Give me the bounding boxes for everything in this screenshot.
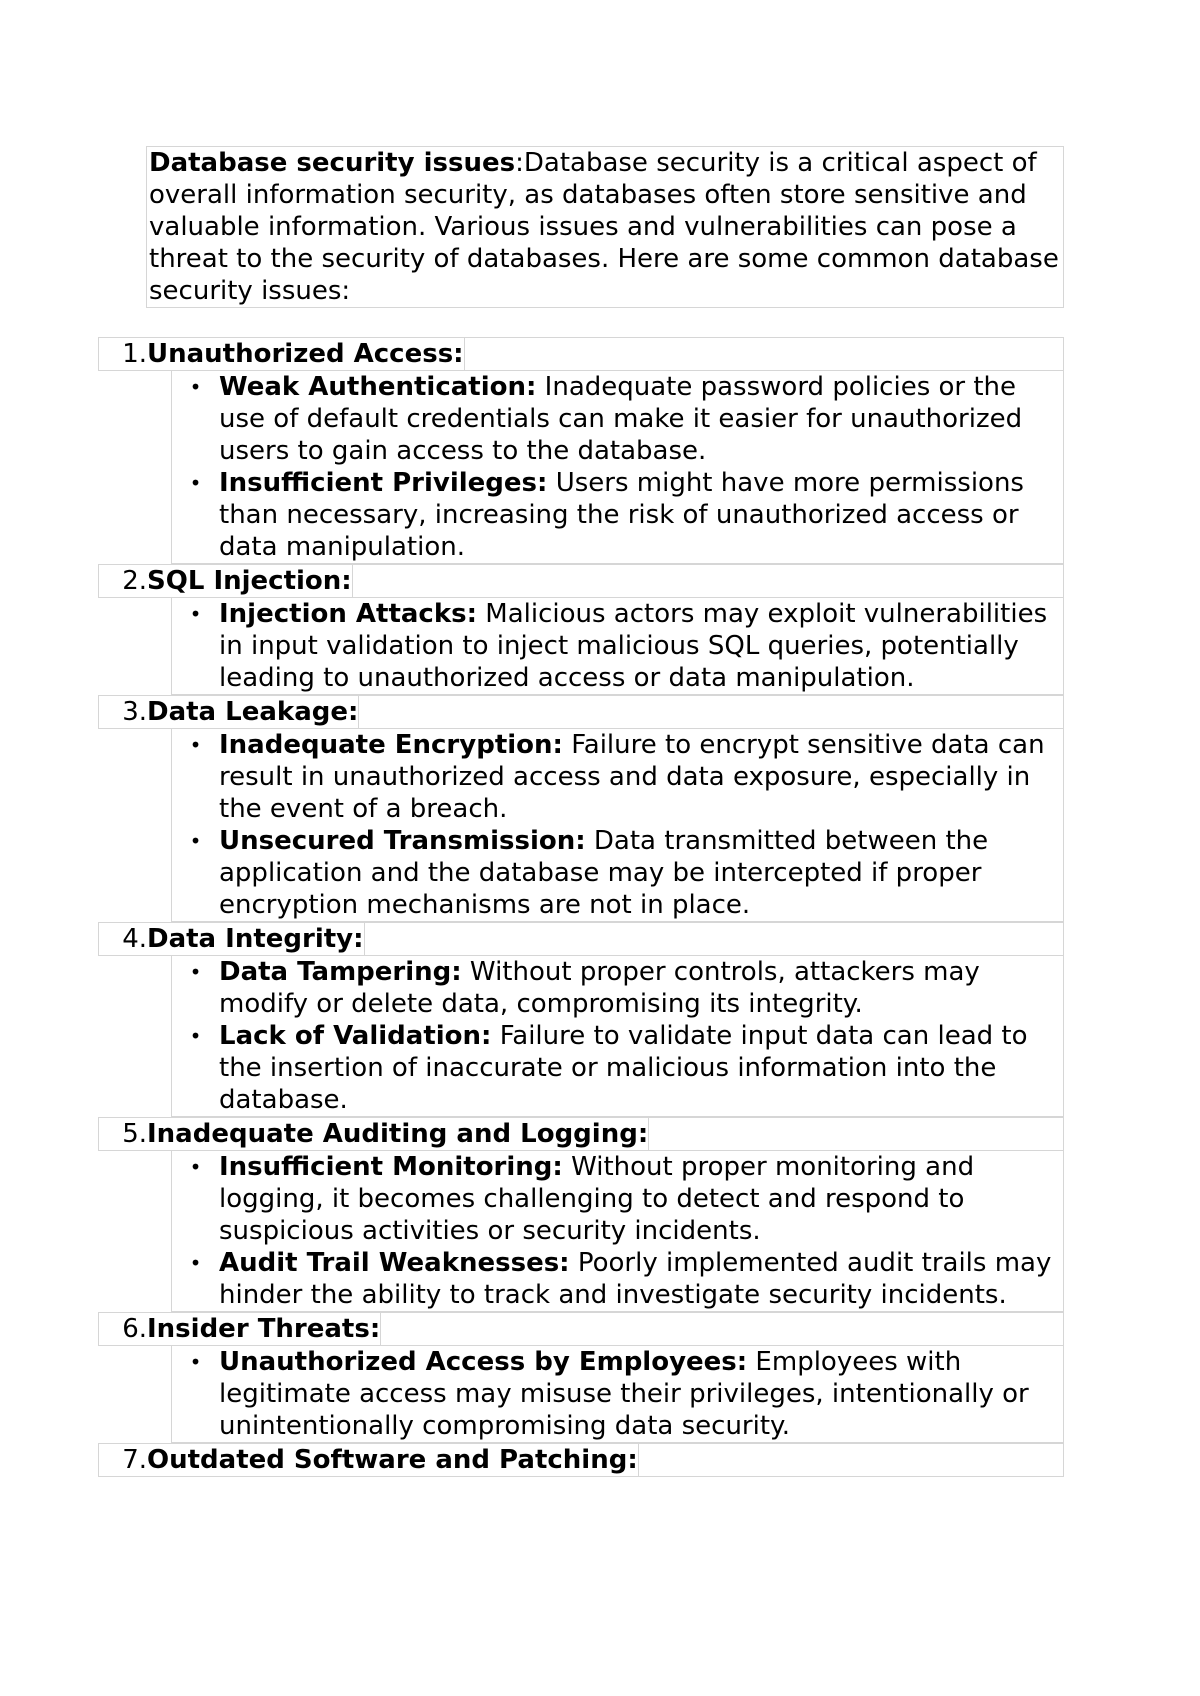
list-item-heading [98,1117,1064,1151]
bullet-text: Poorly implemented audit trails may hinder the ability to track and investigate security incidents. [219,1248,1052,1310]
list-item-heading [98,564,1064,598]
item-number: 2. [122,566,147,596]
sub-bullet-list [171,598,1064,695]
sub-bullet-list [171,1151,1064,1312]
bullet-item [172,598,1063,694]
bullet-term: Audit Trail Weaknesses: [219,1248,570,1278]
security-issues-list [98,337,1064,1477]
item-number: 5. [122,1119,147,1149]
bullet-icon: • [189,471,202,495]
bullet-item [172,1247,1063,1311]
bullet-item [172,371,1063,467]
bullet-term: Insufficient Privileges: [219,468,548,498]
bullet-item [172,1151,1063,1247]
bullet-item [172,467,1063,563]
list-item-heading [98,1312,1064,1346]
intro-paragraph [146,146,1064,308]
bullet-term: Inadequate Encryption: [219,730,563,760]
bullet-icon: • [189,1024,202,1048]
list-item-heading [98,695,1064,729]
list-item [98,1312,1064,1443]
item-heading: Insider Threats: [147,1314,381,1344]
bullet-term: Insufficient Monitoring: [219,1152,563,1182]
bullet-text: Without proper monitoring and logging, it becomes challenging to detect and respond to suspicious activities or security incidents. [219,1152,975,1246]
bullet-item [172,825,1063,921]
bullet-term: Lack of Validation: [219,1021,492,1051]
bullet-icon: • [189,1350,202,1374]
bullet-item [172,1346,1063,1442]
item-heading: Outdated Software and Patching: [147,1445,638,1475]
bullet-term: Unsecured Transmission: [219,826,586,856]
item-number: 3. [122,697,147,727]
item-number: 4. [122,924,147,954]
bullet-item [172,956,1063,1020]
list-item [98,564,1064,695]
bullet-term: Injection Attacks: [219,599,478,629]
intro-title: Database security issues [149,148,516,178]
sub-bullet-list [171,1346,1064,1443]
list-item-heading [98,337,1064,371]
bullet-term: Weak Authentication: [219,372,537,402]
item-number: 6. [122,1314,147,1344]
bullet-item [172,729,1063,825]
sub-bullet-list [171,729,1064,922]
item-heading: SQL Injection: [147,566,352,596]
intro-text: :Database security is a critical aspect of overall information security, as databases often store sensitive and valuable information. Various issues and vulnerabilities can pose a threat to the security of databases. Here are some common database security issues: [149,148,1059,306]
bullet-icon: • [189,733,202,757]
bullet-text: Without proper controls, attackers may modify or delete data, compromising its integrity. [219,957,980,1019]
item-number: 1. [122,339,147,369]
list-item [98,337,1064,564]
bullet-item [172,1020,1063,1116]
bullet-text: Malicious actors may exploit vulnerabilities in input validation to inject malicious SQL queries, potentially leading to unauthorized access or data manipulation. [219,599,1048,693]
list-item-heading [98,922,1064,956]
list-item [98,1443,1064,1477]
bullet-icon: • [189,1251,202,1275]
bullet-term: Unauthorized Access by Employees: [219,1347,748,1377]
bullet-icon: • [189,960,202,984]
item-heading: Unauthorized Access: [147,339,464,369]
bullet-text: Employees with legitimate access may misuse their privileges, intentionally or unintentionally compromising data security. [219,1347,1029,1441]
item-number: 7. [122,1445,147,1475]
bullet-text: Inadequate password policies or the use of default credentials can make it easier for unauthorized users to gain access to the database. [219,372,1023,466]
list-item [98,922,1064,1117]
bullet-icon: • [189,1155,202,1179]
sub-bullet-list [171,371,1064,564]
list-item-heading [98,1443,1064,1477]
bullet-icon: • [189,375,202,399]
bullet-text: Failure to validate input data can lead to the insertion of inaccurate or malicious information into the database. [219,1021,1028,1115]
item-heading: Data Integrity: [147,924,364,954]
bullet-icon: • [189,829,202,853]
bullet-term: Data Tampering: [219,957,462,987]
bullet-icon: • [189,602,202,626]
bullet-text: Failure to encrypt sensitive data can result in unauthorized access and data exposure, especially in the event of a breach. [219,730,1045,824]
item-heading: Data Leakage: [147,697,359,727]
list-item [98,1117,1064,1312]
bullet-text: Users might have more permissions than necessary, increasing the risk of unauthorized access or data manipulation. [219,468,1024,562]
list-item [98,695,1064,922]
bullet-text: Data transmitted between the application and the database may be intercepted if proper encryption mechanisms are not in place. [219,826,989,920]
item-heading: Inadequate Auditing and Logging: [147,1119,649,1149]
sub-bullet-list [171,956,1064,1117]
